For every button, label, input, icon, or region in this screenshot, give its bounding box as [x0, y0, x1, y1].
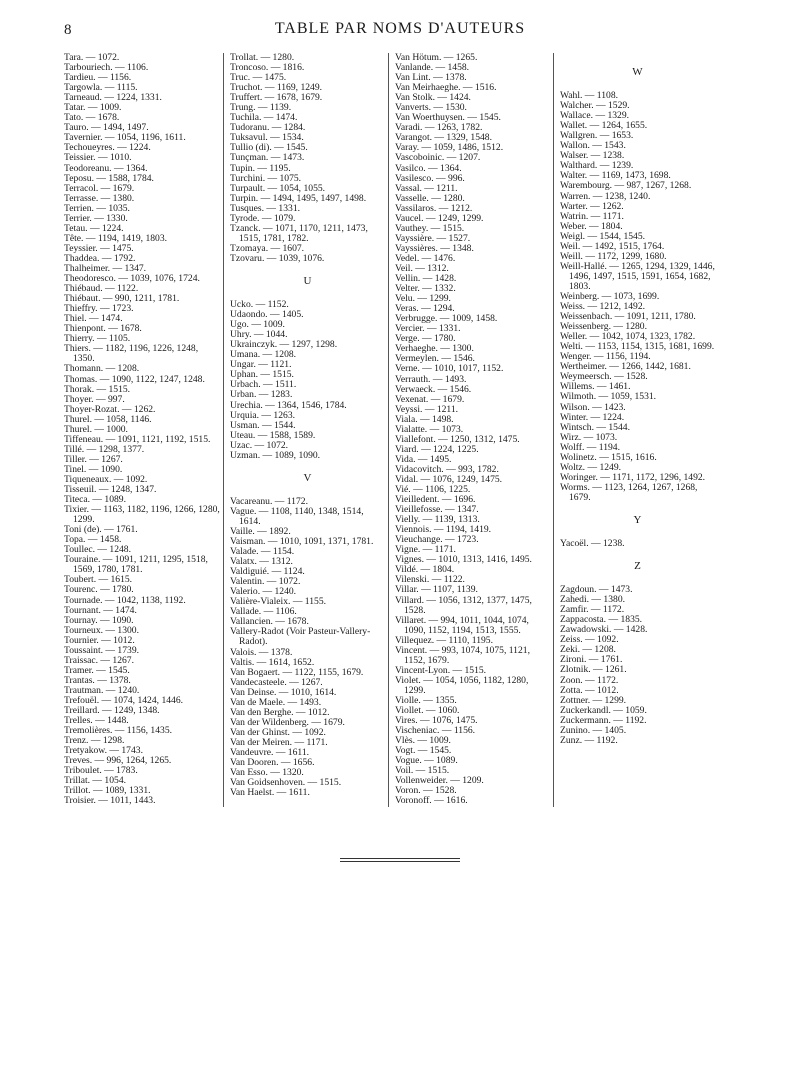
index-entry: Ungar. — 1121. — [230, 359, 292, 371]
section-heading: Z — [634, 560, 642, 573]
index-entry: Wallgren. — 1653. — [560, 130, 634, 142]
index-entry: Zlotnik. — 1261. — [560, 664, 627, 676]
index-entry: Woltz. — 1249. — [560, 461, 622, 473]
index-entry: Wilson. — 1423. — [560, 401, 626, 413]
index-entry: Thiers. — 1182, 1196, 1226, 1248, 1350. — [64, 343, 199, 365]
index-entry: Tramer. — 1545. — [64, 664, 130, 676]
index-entry: Teissier. — 1010. — [64, 152, 132, 164]
index-entry: Van Meirhaeghe. — 1516. — [395, 82, 497, 94]
index-entry: Wahl. — 1108. — [560, 90, 619, 102]
index-entry: Trung. — 1139. — [230, 102, 292, 114]
index-entry: Terrier. — 1330. — [64, 212, 128, 224]
index-entry: Zoon. — 1172. — [560, 674, 619, 686]
index-entry: Walser. — 1238. — [560, 150, 625, 162]
index-entry: Vasselle. — 1280. — [395, 192, 465, 204]
index-entry: Viennois. — 1194, 1419. — [395, 524, 492, 536]
index-entry: Teodoreanu. — 1364. — [64, 162, 148, 174]
index-entry: Vassal. — 1211. — [395, 182, 458, 194]
index-entry: Weigl. — 1544, 1545. — [560, 230, 646, 242]
index-entry: Varangot. — 1329, 1548. — [395, 132, 492, 144]
index-entry: Udaondo. — 1405. — [230, 309, 304, 321]
index-entry: Weil. — 1492, 1515, 1764. — [560, 240, 665, 252]
index-entry: Verne. — 1010, 1017, 1152. — [395, 363, 504, 375]
index-entry: Welti. — 1153, 1154, 1315, 1681, 1699. — [560, 341, 715, 353]
index-entry: Vignes. — 1010, 1313, 1416, 1495. — [395, 554, 532, 566]
index-entry: Thurel. — 1000. — [64, 423, 128, 435]
index-entry: Villar. — 1107, 1139. — [395, 584, 478, 596]
index-entry: Tullio (di). — 1545. — [230, 142, 308, 154]
index-entry: Trollat. — 1280. — [230, 52, 295, 63]
index-entry: Vermeylen. — 1546. — [395, 353, 475, 365]
index-entry: Weissenbach. — 1091, 1211, 1780. — [560, 311, 696, 323]
index-entry: Valdiguié. — 1124. — [230, 566, 305, 578]
index-entry: Targowla. — 1115. — [64, 82, 138, 94]
index-entry: Tinel. — 1090. — [64, 463, 123, 475]
index-entry: Trantas. — 1378. — [64, 674, 131, 686]
index-entry: Wilmoth. — 1059, 1531. — [560, 391, 657, 403]
index-entry: Toullec. — 1248. — [64, 544, 132, 556]
index-entry: Ukrainczyk. — 1297, 1298. — [230, 339, 338, 351]
index-entry: Tournant. — 1474. — [64, 604, 137, 616]
index-column — [58, 53, 223, 807]
index-entry: Tzovaru. — 1039, 1076. — [230, 252, 325, 264]
index-entry: Warren. — 1238, 1240. — [560, 190, 651, 202]
index-entry: Van Haelst. — 1611. — [230, 787, 310, 799]
index-entry: Verrauth. — 1493. — [395, 373, 467, 385]
index-entry: Uzman. — 1089, 1090. — [230, 449, 321, 461]
index-entry: Van der Meiren. — 1171. — [230, 736, 328, 748]
index-entry: Trenz. — 1298. — [64, 735, 125, 747]
index-entry: Troncoso. — 1816. — [230, 62, 305, 74]
index-entry: Tête. — 1194, 1419, 1803. — [64, 232, 168, 244]
index-entry: Valtis. — 1614, 1652. — [230, 656, 315, 668]
index-entry: Thiébaut. — 990, 1211, 1781. — [64, 293, 180, 305]
index-entry: Zeiss. — 1092. — [560, 634, 619, 646]
index-entry: Vieilledent. — 1696. — [395, 494, 476, 506]
index-entry: Willems. — 1461. — [560, 381, 631, 393]
index-entry: Vildé. — 1804. — [395, 564, 455, 576]
index-columns — [58, 53, 718, 807]
index-entry: Vauthey. — 1515. — [395, 222, 465, 234]
index-entry: Verwaeck. — 1546. — [395, 383, 472, 395]
index-entry: Vincent. — 993, 1074, 1075, 1121, 1152, 1679. — [395, 644, 530, 666]
index-entry: Tetau. — 1224. — [64, 222, 124, 234]
index-entry: Veil. — 1312. — [395, 262, 449, 274]
index-entry: Troisier. — 1011, 1443. — [64, 795, 156, 807]
index-entry: Van Deinse. — 1010, 1614. — [230, 686, 337, 698]
index-entry: Zironi. — 1761. — [560, 654, 623, 666]
index-entry: Yacoël. — 1238. — [560, 538, 625, 550]
index-entry: Treves. — 996, 1264, 1265. — [64, 755, 172, 767]
index-entry: Tiller. — 1267. — [64, 453, 123, 465]
index-entry: Tuchila. — 1474. — [230, 112, 298, 124]
index-entry: Vascoboinic. — 1207. — [395, 152, 481, 164]
index-entry: Titeca. — 1089. — [64, 494, 127, 506]
index-entry: Thalheimer. — 1347. — [64, 262, 147, 274]
index-entry: Usman. — 1544. — [230, 419, 296, 431]
index-entry: Tauro. — 1494, 1497. — [64, 122, 149, 134]
index-entry: Terrien. — 1035. — [64, 202, 130, 214]
index-entry: Tzomaya. — 1607. — [230, 242, 305, 254]
index-entry: Vielly. — 1139, 1313. — [395, 514, 480, 526]
index-entry: Violle. — 1355. — [395, 695, 457, 706]
index-entry: Zunz. — 1192. — [560, 734, 618, 746]
index-entry: Voil. — 1515. — [395, 765, 450, 777]
index-entry: Vasilco. — 1364. — [395, 162, 462, 174]
index-entry: Zamfir. — 1172. — [560, 604, 625, 616]
index-entry: Thoyer. — 997. — [64, 393, 125, 405]
index-entry: Triboulet. — 1783. — [64, 765, 138, 777]
index-entry: Tyrode. — 1079. — [230, 212, 296, 224]
index-entry: Zunino. — 1405. — [560, 724, 627, 736]
index-entry: Terrasse. — 1380. — [64, 192, 135, 204]
index-entry: Vayssières. — 1348. — [395, 242, 474, 254]
index-entry: Wenger. — 1156, 1194. — [560, 351, 651, 363]
index-entry: Wolff. — 1194. — [560, 441, 620, 453]
index-entry: Villequez. — 1110, 1195. — [395, 634, 494, 646]
index-entry: Villard. — 1056, 1312, 1377, 1475, 1528. — [395, 594, 532, 616]
index-entry: Thiel. — 1474. — [64, 313, 123, 325]
index-entry: Vacareanu. — 1172. — [230, 495, 308, 507]
index-entry: Truchot. — 1169, 1249. — [230, 82, 323, 94]
index-entry: Zeki. — 1208. — [560, 644, 616, 656]
index-entry: Tarbouriech. — 1106. — [64, 62, 149, 74]
index-entry: Terracol. — 1679. — [64, 182, 135, 194]
index-entry: Tuksavul. — 1534. — [230, 132, 304, 144]
index-entry: Weissenberg. — 1280. — [560, 321, 647, 333]
index-entry: Vercier. — 1331. — [395, 323, 461, 335]
index-entry: Thoyer-Rozat. — 1262. — [64, 403, 156, 415]
index-entry: Tunçman. — 1473. — [230, 152, 305, 164]
index-entry: Valerio. — 1240. — [230, 586, 297, 598]
index-entry: Voronoff. — 1616. — [395, 795, 468, 807]
index-entry: Tixier. — 1163, 1182, 1196, 1266, 1280, 1299. — [64, 504, 220, 526]
index-entry: Tarneaud. — 1224, 1331. — [64, 92, 162, 104]
index-entry: Topa. — 1458. — [64, 534, 122, 546]
index-entry: Wallace. — 1329. — [560, 110, 630, 122]
index-entry: Techoueyres. — 1224. — [64, 142, 151, 154]
index-column — [553, 53, 718, 807]
index-entry: Treillard. — 1249, 1348. — [64, 705, 160, 717]
index-entry: Trelles. — 1448. — [64, 715, 129, 727]
index-entry: Voron. — 1528. — [395, 785, 457, 797]
index-entry: Vidal. — 1076, 1249, 1475. — [395, 473, 503, 485]
index-entry: Vallancien. — 1678. — [230, 616, 309, 628]
index-entry: Zappacosta. — 1835. — [560, 614, 643, 626]
index-entry: Urquia. — 1263. — [230, 409, 296, 421]
index-entry: Trefouël. — 1074, 1424, 1446. — [64, 695, 184, 706]
index-entry: Van Bogaert. — 1122, 1155, 1679. — [230, 666, 364, 678]
index-entry: Teposu. — 1588, 1784. — [64, 172, 154, 184]
index-entry: Traissac. — 1267. — [64, 654, 134, 666]
index-entry: Violet. — 1054, 1056, 1182, 1280, 1299. — [395, 674, 529, 696]
index-entry: Tourenc. — 1780. — [64, 584, 134, 596]
index-entry: Weber. — 1804. — [560, 220, 623, 232]
index-entry: Zawadowski. — 1428. — [560, 624, 648, 636]
index-entry: Van Lint. — 1378. — [395, 72, 467, 84]
index-entry: Turchini. — 1075. — [230, 172, 302, 184]
index-entry: Umana. — 1208. — [230, 349, 297, 361]
index-entry: Walthard. — 1239. — [560, 160, 634, 172]
index-entry: Vandecasteele. — 1267. — [230, 676, 323, 688]
index-entry: Weiss. — 1212, 1492. — [560, 301, 646, 313]
index-entry: Vanlande. — 1458. — [395, 62, 470, 74]
index-entry: Vogt. — 1545. — [395, 745, 452, 757]
index-entry: Touraine. — 1091, 1211, 1295, 1518, 1569, 1780, 1781. — [64, 554, 208, 576]
index-entry: Truffert. — 1678, 1679. — [230, 92, 323, 104]
index-entry: Weill-Hallé. — 1265, 1294, 1329, 1446, 1496, 1497, 1515, 1591, 1654, 1682, 1803. — [560, 260, 715, 292]
index-entry: Trautman. — 1240. — [64, 684, 140, 696]
index-entry: Weinberg. — 1073, 1699. — [560, 290, 660, 302]
bottom-rule — [340, 858, 460, 859]
index-entry: Van Hötum. — 1265. — [395, 52, 478, 63]
index-entry: Warter. — 1262. — [560, 200, 624, 212]
index-entry: Wirz. — 1073. — [560, 431, 618, 443]
index-entry: Vexenat. — 1679. — [395, 393, 465, 405]
page-number: 8 — [64, 22, 72, 38]
index-entry: Tisseuil. — 1248, 1347. — [64, 484, 157, 496]
index-entry: Tournade. — 1042, 1138, 1192. — [64, 594, 186, 606]
index-entry: Winter. — 1224. — [560, 411, 625, 423]
index-entry: Toni (de). — 1761. — [64, 524, 138, 536]
index-entry: Vallery-Radot (Voir Pasteur-Vallery-Radot). — [230, 626, 371, 648]
index-entry: Vollenweider. — 1209. — [395, 775, 484, 787]
index-entry: Vié. — 1106, 1225. — [395, 484, 471, 496]
index-entry: Warembourg. — 987, 1267, 1268. — [560, 180, 692, 192]
index-entry: Turpin. — 1494, 1495, 1497, 1498. — [230, 192, 367, 204]
index-entry: Thurel. — 1058, 1146. — [64, 413, 152, 425]
index-entry: Vague. — 1108, 1140, 1348, 1514, 1614. — [230, 505, 364, 527]
index-entry: Van der Wildenberg. — 1679. — [230, 716, 345, 728]
index-entry: Veras. — 1294. — [395, 303, 455, 315]
index-entry: Tusques. — 1331. — [230, 202, 301, 214]
index-entry: Van Esso. — 1320. — [230, 767, 304, 779]
index-entry: Valatx. — 1312. — [230, 556, 293, 568]
page-title: TABLE PAR NOMS D'AUTEURS — [274, 20, 526, 37]
bottom-rule-double — [340, 861, 460, 862]
index-entry: Tatar. — 1009. — [64, 102, 122, 114]
index-entry: Zagdoun. — 1473. — [560, 584, 633, 596]
index-entry: Tournier. — 1012. — [64, 634, 135, 646]
index-entry: Vieuchange. — 1723. — [395, 534, 479, 546]
index-entry: Van de Maele. — 1493. — [230, 696, 322, 708]
index-entry: Urban. — 1283. — [230, 389, 293, 401]
index-entry: Wallet. — 1264, 1655. — [560, 120, 648, 132]
section-heading: Y — [633, 513, 643, 526]
index-entry: Watrin. — 1171. — [560, 210, 624, 222]
index-entry: Urechia. — 1364, 1546, 1784. — [230, 399, 347, 411]
index-entry: Vayssière. — 1527. — [395, 232, 471, 244]
index-entry: Worms. — 1123, 1264, 1267, 1268, 1679. — [560, 481, 698, 503]
index-entry: Van der Ghinst. — 1092. — [230, 726, 326, 738]
index-entry: Uphan. — 1515. — [230, 369, 294, 381]
index-entry: Vires. — 1076, 1475. — [395, 715, 478, 727]
index-entry: Vlès. — 1009. — [395, 735, 451, 747]
index-entry: Tudoranu. — 1284. — [230, 122, 306, 134]
index-entry: Vida. — 1495. — [395, 453, 452, 465]
section-heading: V — [303, 471, 313, 484]
index-entry: Viollet. — 1060. — [395, 705, 460, 717]
index-entry: Teyssier. — 1475. — [64, 242, 134, 254]
index-entry: Vallade. — 1106. — [230, 606, 297, 618]
index-entry: Vigne. — 1171. — [395, 544, 456, 556]
section-heading: W — [632, 66, 644, 78]
index-entry: Villaret. — 994, 1011, 1044, 1074, 1090, 1152, 1194, 1513, 1555. — [395, 614, 529, 636]
index-entry: Woringer. — 1171, 1172, 1296, 1492. — [560, 471, 706, 483]
index-entry: Zahedi. — 1380. — [560, 594, 626, 606]
index-entry: Walter. — 1169, 1473, 1698. — [560, 170, 671, 182]
index-entry: Van Dooren. — 1656. — [230, 757, 315, 769]
index-entry: Wintsch. — 1544. — [560, 421, 630, 433]
index-entry: Thierry. — 1105. — [64, 333, 131, 345]
index-entry: Truc. — 1475. — [230, 72, 287, 84]
index-entry: Valière-Vialeix. — 1155. — [230, 596, 327, 608]
index-entry: Van Stolk. — 1424. — [395, 92, 471, 104]
index-entry: Theodoresco. — 1039, 1076, 1724. — [64, 273, 200, 285]
index-entry: Tillé. — 1298, 1377. — [64, 443, 145, 455]
index-entry: Zotta. — 1012. — [560, 684, 619, 696]
section-heading: U — [303, 274, 313, 287]
index-entry: Van den Berghe. — 1012. — [230, 706, 330, 718]
index-entry: Toussaint. — 1739. — [64, 644, 140, 656]
index-entry: Varadi. — 1263, 1782. — [395, 122, 483, 134]
index-entry: Toubert. — 1615. — [64, 574, 133, 586]
index-entry: Ucko. — 1152. — [230, 299, 289, 311]
index-entry: Tupin. — 1195. — [230, 162, 291, 174]
index-entry: Valade. — 1154. — [230, 546, 295, 558]
index-entry: Vaucel. — 1249, 1299. — [395, 212, 484, 224]
index-entry: Vaisman. — 1010, 1091, 1371, 1781. — [230, 536, 374, 548]
index-entry: Verbrugge. — 1009, 1458. — [395, 313, 498, 325]
index-entry: Tiffeneau. — 1091, 1121, 1192, 1515. — [64, 433, 211, 445]
index-entry: Vieillefosse. — 1347. — [395, 504, 479, 516]
index-entry: Viala. — 1498. — [395, 413, 454, 425]
index-entry: Van Goidsenhoven. — 1515. — [230, 777, 342, 789]
index-entry: Vincent-Lyon. — 1515. — [395, 664, 487, 676]
index-entry: Vandeuvre. — 1611. — [230, 747, 310, 758]
index-entry: Verge. — 1780. — [395, 333, 456, 345]
index-entry: Uhry. — 1044. — [230, 329, 288, 341]
index-entry: Tavernier. — 1054, 1196, 1611. — [64, 132, 186, 144]
index-entry: Tato. — 1678. — [64, 112, 120, 124]
index-entry: Vogue. — 1089. — [395, 755, 458, 767]
index-entry: Vasilesco. — 996. — [395, 172, 465, 184]
index-entry: Verhaeghe. — 1300. — [395, 343, 474, 355]
index-entry: Thomas. — 1090, 1122, 1247, 1248. — [64, 373, 205, 385]
index-entry: Trillot. — 1089, 1331. — [64, 785, 151, 797]
index-entry: Weller. — 1042, 1074, 1323, 1782. — [560, 331, 696, 343]
index-column — [223, 53, 388, 807]
index-entry: Thaddea. — 1792. — [64, 252, 136, 264]
index-entry: Tournay. — 1090. — [64, 614, 134, 626]
index-entry: Zuckerkandl. — 1059. — [560, 704, 647, 716]
index-entry: Walcher. — 1529. — [560, 100, 630, 112]
index-entry: Weymeersch. — 1528. — [560, 371, 648, 383]
index-entry: Viallefont. — 1250, 1312, 1475. — [395, 433, 520, 445]
index-entry: Uzac. — 1072. — [230, 439, 289, 451]
index-entry: Turpault. — 1054, 1055. — [230, 182, 326, 194]
index-entry: Weill. — 1172, 1299, 1680. — [560, 250, 667, 262]
index-entry: Vanverts. — 1530. — [395, 102, 467, 114]
index-entry: Velter. — 1332. — [395, 283, 456, 295]
index-entry: Vilenski. — 1122. — [395, 574, 465, 586]
index-column — [388, 53, 553, 807]
index-entry: Thomann. — 1208. — [64, 363, 140, 375]
index-entry: Velu. — 1299. — [395, 293, 451, 305]
index-entry: Vidacovitch. — 993, 1782. — [395, 463, 499, 475]
index-entry: Vedel. — 1476. — [395, 252, 456, 264]
index-entry: Trillat. — 1054. — [64, 775, 127, 787]
index-entry: Tremolières. — 1156, 1435. — [64, 725, 173, 737]
index-entry: Wallon. — 1543. — [560, 140, 626, 152]
index-entry: Thienpont. — 1678. — [64, 323, 142, 335]
index-entry: Vassilaros. — 1212. — [395, 202, 473, 214]
index-entry: Zuckermann. — 1192. — [560, 714, 647, 726]
index-entry: Wolinetz. — 1515, 1616. — [560, 451, 657, 463]
index-entry: Tara. — 1072. — [64, 52, 120, 63]
index-entry: Ugo. — 1009. — [230, 319, 285, 331]
index-entry: Valentin. — 1072. — [230, 576, 301, 588]
index-entry: Thieffry. — 1723. — [64, 303, 134, 315]
index-entry: Urbach. — 1511. — [230, 379, 297, 391]
index-entry: Van Woerthuysen. — 1545. — [395, 112, 501, 124]
index-entry: Valois. — 1378. — [230, 646, 293, 658]
index-entry: Veyssi. — 1211. — [395, 403, 459, 415]
index-entry: Thorak. — 1515. — [64, 383, 131, 395]
index-entry: Vellin. — 1428. — [395, 273, 457, 285]
index-entry: Varay. — 1059, 1486, 1512. — [395, 142, 504, 154]
index-entry: Viard. — 1224, 1225. — [395, 443, 479, 455]
index-entry: Vialatte. — 1073. — [395, 423, 464, 435]
index-entry: Zottner. — 1299. — [560, 694, 627, 706]
index-entry: Tretyakow. — 1743. — [64, 745, 143, 757]
index-entry: Vaille. — 1892. — [230, 525, 291, 537]
index-entry: Tardieu. — 1156. — [64, 72, 132, 84]
index-entry: Tiqueneaux. — 1092. — [64, 473, 148, 485]
index-entry: Wertheimer. — 1266, 1442, 1681. — [560, 361, 691, 373]
index-entry: Tourneux. — 1300. — [64, 624, 140, 636]
index-entry: Tzanck. — 1071, 1170, 1211, 1473, 1515, 1781, 1782. — [230, 222, 368, 244]
index-entry: Vischeniac. — 1156. — [395, 725, 476, 737]
index-entry: Thiébaud. — 1122. — [64, 283, 139, 295]
index-entry: Uteau. — 1588, 1589. — [230, 429, 316, 441]
